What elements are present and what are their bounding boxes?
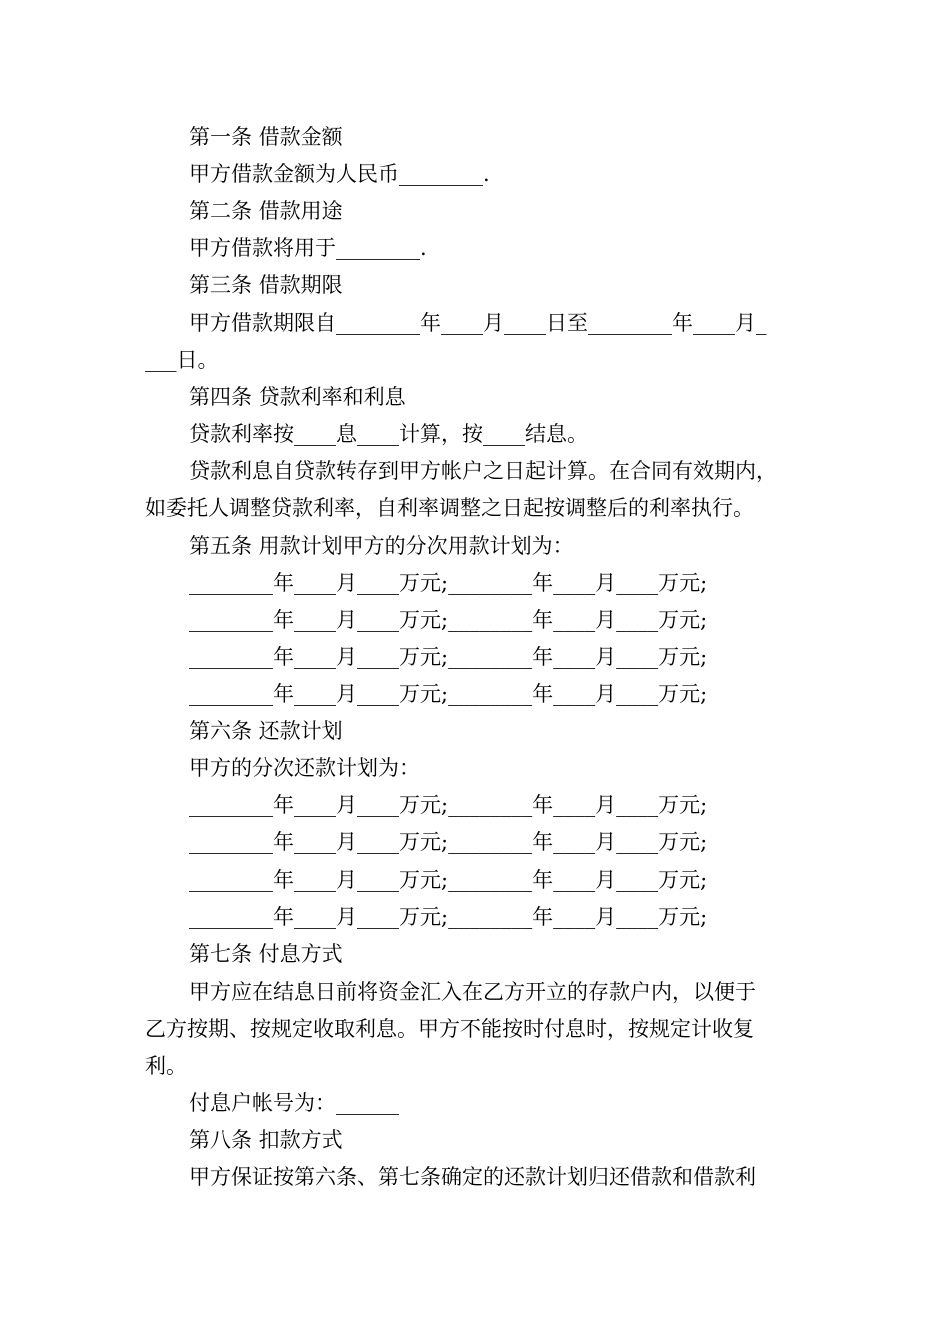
article-6-plan-row: ________年____月____万元;________年____月____万元; xyxy=(189,905,708,929)
article-7-title: 第七条 付息方式 xyxy=(189,942,343,966)
article-4-body-line-1: 贷款利率按____息____计算，按____结息。 xyxy=(189,422,588,446)
article-1-title: 第一条 借款金额 xyxy=(189,125,343,149)
article-5-title: 第五条 用款计划甲方的分次用款计划为： xyxy=(189,534,574,558)
article-5-plan-row: ________年____月____万元;________年____月____万元; xyxy=(189,682,708,706)
article-4-title: 第四条 贷款利率和利息 xyxy=(189,385,406,409)
article-3-title: 第三条 借款期限 xyxy=(189,273,343,297)
article-6-plan-row: ________年____月____万元;________年____月____万元; xyxy=(189,793,708,817)
article-5-plan-row: ________年____月____万元;________年____月____万元; xyxy=(189,645,708,669)
article-7-body-line-2: 乙方按期、按规定收取利息。甲方不能按时付息时，按规定计收复 xyxy=(145,1017,754,1041)
article-1-body: 甲方借款金额为人民币________. xyxy=(189,162,490,186)
article-7-body-line-3: 利。 xyxy=(145,1054,187,1078)
article-2-body: 甲方借款将用于________. xyxy=(189,236,427,260)
article-2-title: 第二条 借款用途 xyxy=(189,199,343,223)
article-5-plan-row: ________年____月____万元;________年____月____万元; xyxy=(189,608,708,632)
article-6-intro: 甲方的分次还款计划为： xyxy=(189,756,420,780)
article-3-body-line-1: 甲方借款期限自________年____月____日至________年____月_ xyxy=(189,311,767,335)
article-6-title: 第六条 还款计划 xyxy=(189,719,343,743)
article-6-plan-row: ________年____月____万元;________年____月____万元; xyxy=(189,830,708,854)
article-5-plan-row: ________年____月____万元;________年____月____万元; xyxy=(189,571,708,595)
article-8-body-line-1: 甲方保证按第六条、第七条确定的还款计划归还借款和借款利 xyxy=(189,1165,756,1189)
article-6-plan-row: ________年____月____万元;________年____月____万元; xyxy=(189,868,708,892)
article-7-account-line: 付息户帐号为：______ xyxy=(189,1091,399,1115)
article-7-body-line-1: 甲方应在结息日前将资金汇入在乙方开立的存款户内，以便于 xyxy=(189,980,756,1004)
article-8-title: 第八条 扣款方式 xyxy=(189,1128,343,1152)
article-3-body-line-2: ___日。 xyxy=(145,348,219,372)
article-4-body-line-2: 贷款利息自贷款转存到甲方帐户之日起计算。在合同有效期内， xyxy=(189,459,777,483)
article-4-body-line-3: 如委托人调整贷款利率，自利率调整之日起按调整后的利率执行。 xyxy=(145,496,754,520)
